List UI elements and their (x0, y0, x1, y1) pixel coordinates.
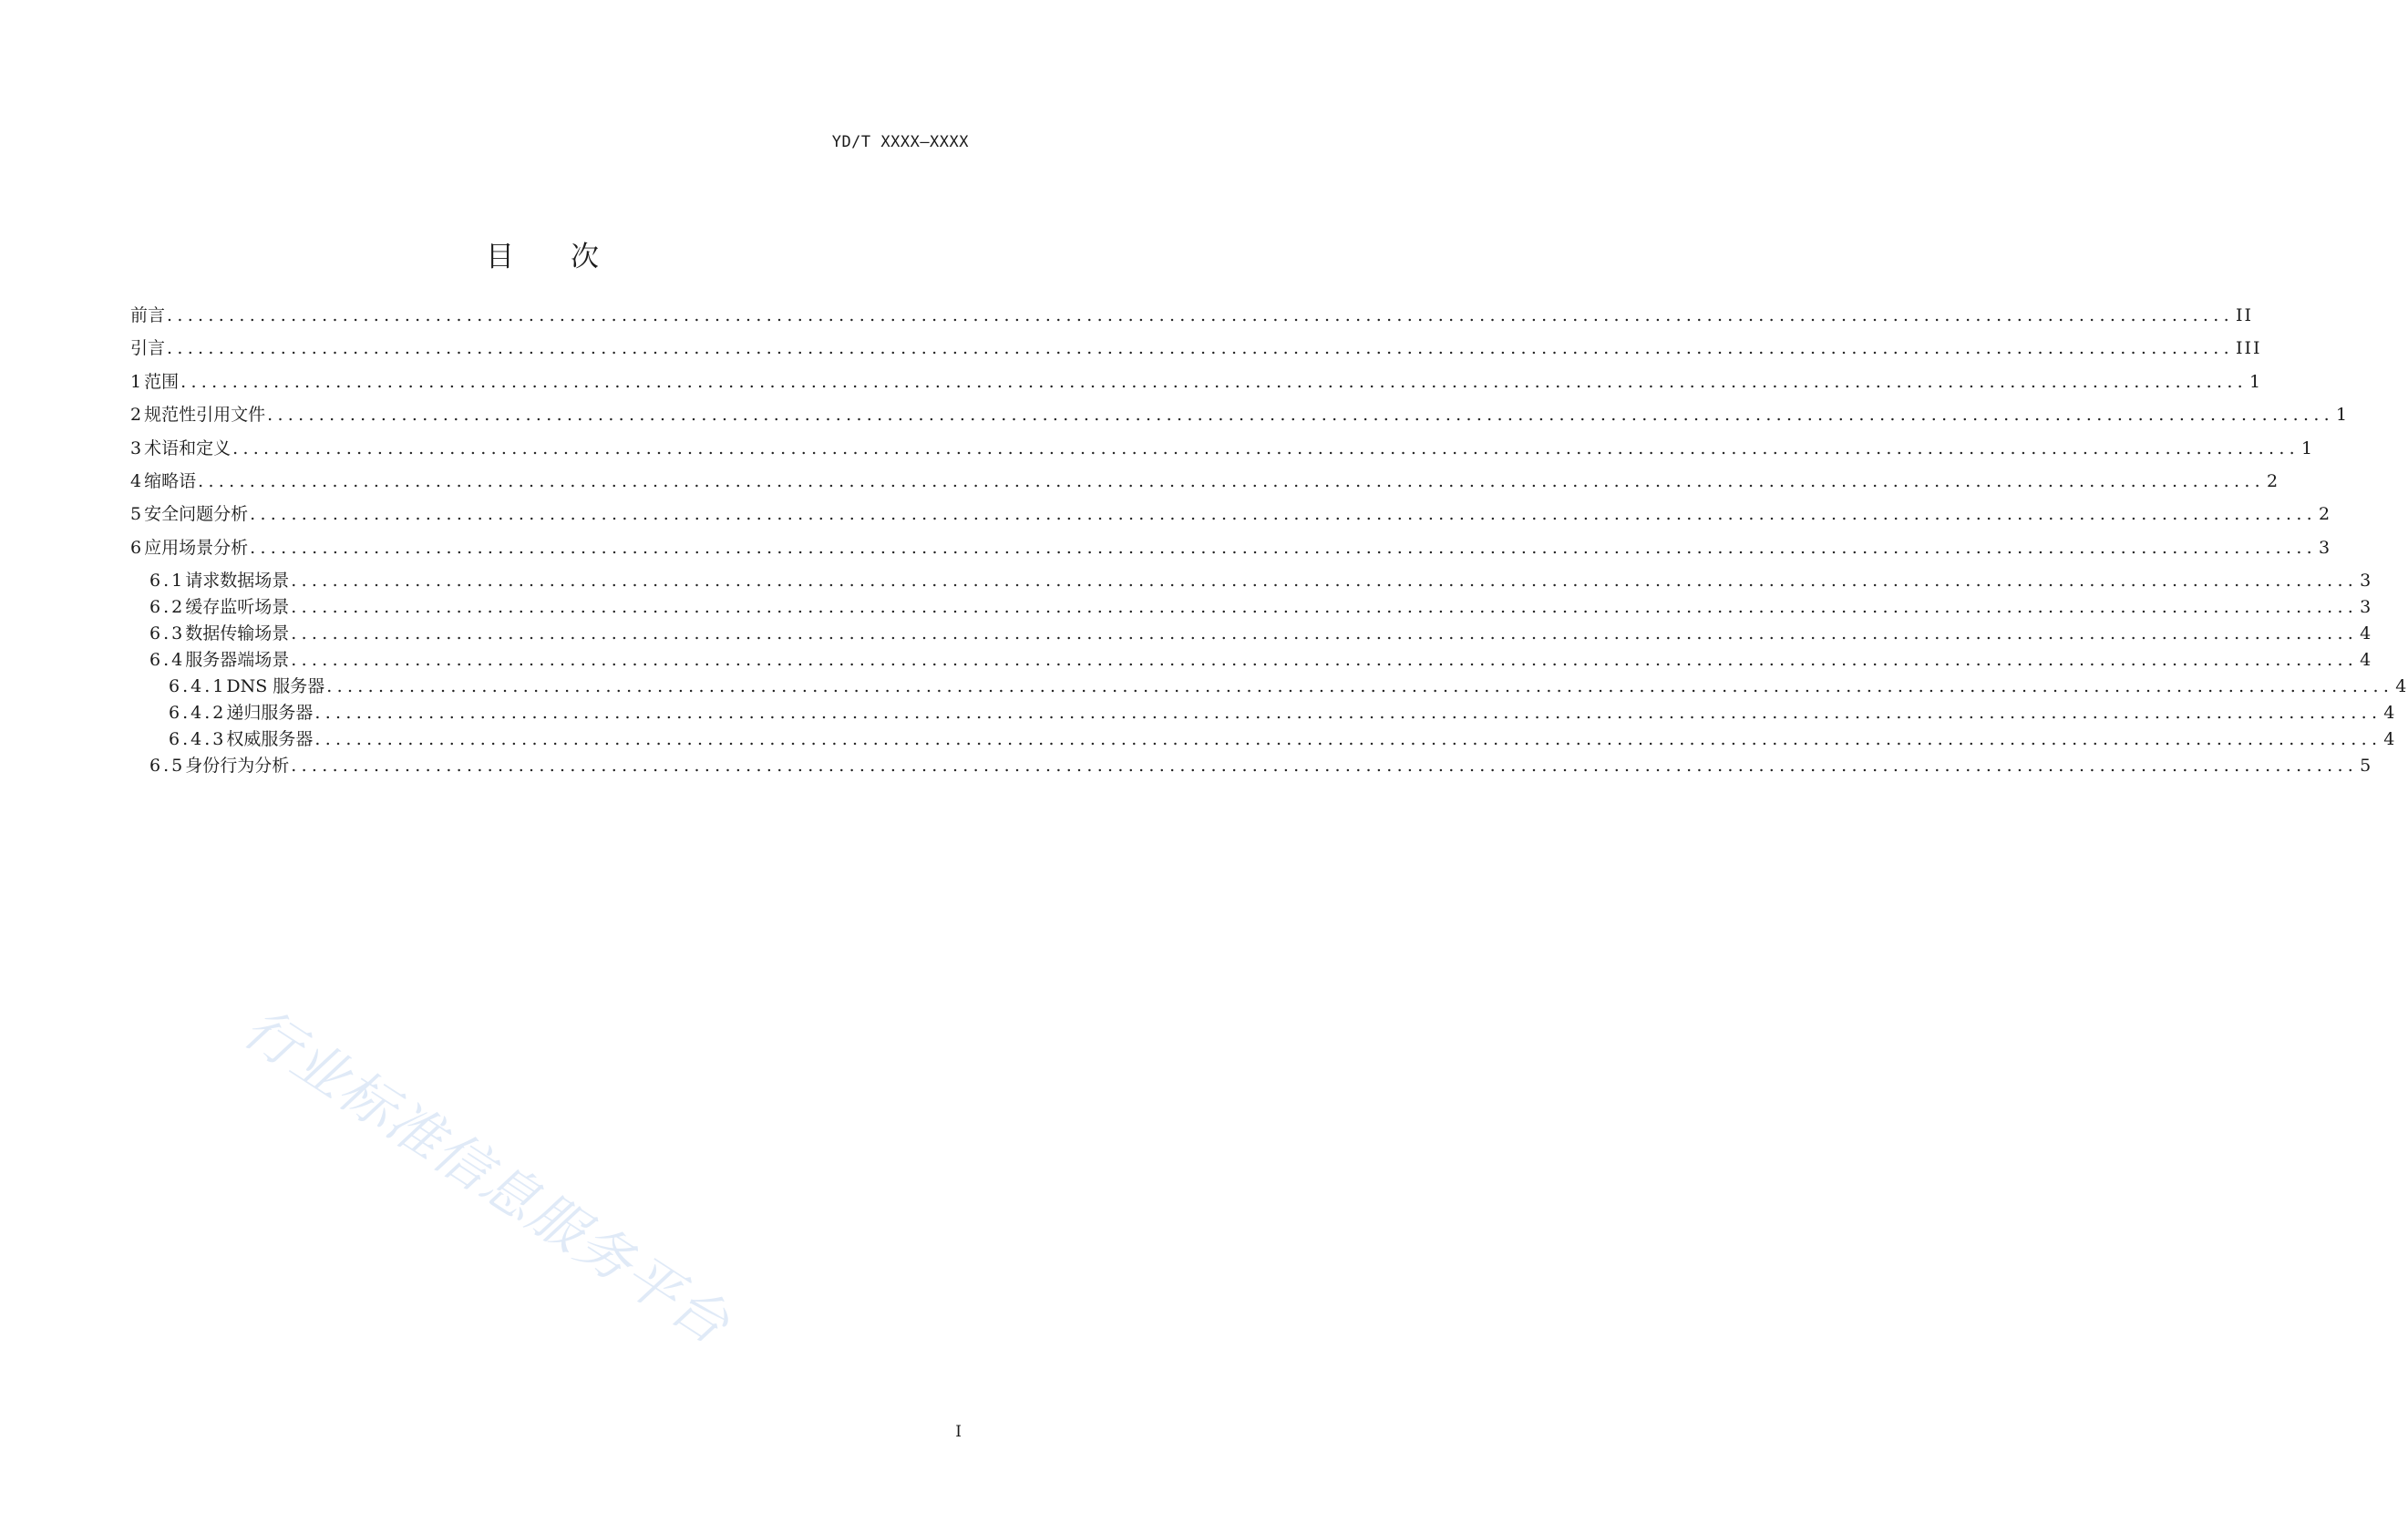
toc-entry-label: 应用场景分析 (144, 538, 249, 558)
toc-entry-recursive-server[interactable] (169, 702, 2397, 724)
toc-entry-label: 数据传输场景 (185, 623, 290, 643)
toc-entry-label: 权威服务器 (226, 729, 314, 749)
toc-entry-number: 6.4.1 (169, 676, 227, 696)
toc-leader: ........................................................................................................................................................................................................ (250, 504, 2318, 524)
toc-entry-page: 4 (2395, 676, 2408, 696)
toc-entry-terms-definitions[interactable] (130, 438, 2315, 459)
toc-entry-label: 请求数据场景 (185, 571, 290, 591)
toc-entry-page: III (2235, 338, 2262, 358)
page-number: I (955, 1423, 962, 1441)
toc-entry-page: 4 (2383, 729, 2397, 749)
toc-entry-label: 规范性引用文件 (144, 405, 266, 425)
toc-entry-number: 6.3 (149, 623, 186, 643)
toc-entry-label: 身份行为分析 (185, 756, 290, 776)
toc-leader: ........................................................................................................................................................................................................ (250, 538, 2318, 558)
toc-leader: ........................................................................................................................................................................................................ (267, 405, 2335, 425)
toc-entry-security-analysis[interactable] (130, 503, 2332, 525)
doc-code: YD/T XXXX—XXXX (831, 133, 969, 151)
toc-leader: ........................................................................................................................................................................................................ (291, 571, 2359, 591)
toc-entry-number: 2 (130, 405, 145, 425)
toc-entry-number: 6.5 (149, 756, 186, 776)
toc-entry-label: 引言 (130, 338, 166, 358)
toc-entry-label: DNS 服务器 (226, 676, 325, 696)
toc-entry-number: 5 (130, 504, 145, 524)
toc-leader: ........................................................................................................................................................................................................ (291, 650, 2359, 670)
toc-entry-number: 6.4 (149, 650, 186, 670)
toc-leader: ........................................................................................................................................................................................................ (314, 703, 2382, 723)
toc-entry-page: 3 (2319, 538, 2332, 558)
toc-entry-label: 缓存监听场景 (185, 597, 290, 617)
toc-entry-label: 范围 (144, 372, 180, 392)
toc-entry-page: 1 (2336, 405, 2350, 425)
toc-entry-data-transmission[interactable] (149, 623, 2373, 644)
toc-entry-scope[interactable] (130, 371, 2263, 393)
toc-leader: ........................................................................................................................................................................................................ (326, 676, 2394, 696)
toc-entry-number: 3 (130, 438, 145, 458)
toc-leader: ........................................................................................................................................................................................................ (291, 597, 2359, 617)
toc-entry-request-data[interactable] (149, 570, 2373, 592)
toc-entry-page: 2 (2267, 471, 2280, 491)
toc-entry-label: 服务器端场景 (185, 650, 290, 670)
toc-entry-number: 4 (130, 471, 145, 491)
watermark: 行业标准信息服务平台 (232, 995, 741, 1358)
toc-entry-number: 1 (130, 372, 145, 392)
toc-leader: ........................................................................................................................................................................................................ (314, 729, 2382, 749)
toc-entry-foreword[interactable] (130, 304, 2253, 326)
toc-leader: ........................................................................................................................................................................................................ (167, 305, 2234, 325)
toc-entry-label: 缩略语 (144, 471, 197, 491)
toc-entry-dns-server[interactable] (169, 675, 2408, 697)
toc-entry-page: 2 (2319, 504, 2332, 524)
toc-entry-label: 递归服务器 (226, 703, 314, 723)
toc-entry-page: 1 (2249, 372, 2263, 392)
toc-entry-label: 术语和定义 (144, 438, 232, 458)
toc-entry-server-side[interactable] (149, 649, 2373, 671)
toc-leader: ........................................................................................................................................................................................................ (291, 623, 2359, 643)
toc-entry-number: 6 (130, 538, 145, 558)
toc-entry-abbreviations[interactable] (130, 470, 2280, 492)
toc-entry-label: 安全问题分析 (144, 504, 249, 524)
toc-entry-number: 6.1 (149, 571, 186, 591)
toc-entry-number: 6.4.2 (169, 703, 227, 723)
toc-leader: ........................................................................................................................................................................................................ (180, 372, 2248, 392)
toc-title-part2: 次 (571, 241, 599, 273)
toc-entry-page: 5 (2360, 756, 2373, 776)
toc-leader: ........................................................................................................................................................................................................ (291, 756, 2359, 776)
toc-leader: ........................................................................................................................................................................................................ (232, 438, 2300, 458)
toc-entry-cache-snooping[interactable] (149, 596, 2373, 618)
toc-entry-page: 3 (2360, 597, 2373, 617)
toc-entry-page: 4 (2383, 703, 2397, 723)
toc-entry-normative-references[interactable] (130, 404, 2350, 426)
toc-entry-page: 4 (2360, 650, 2373, 670)
toc-title (0, 239, 1085, 275)
toc-leader: ........................................................................................................................................................................................................ (167, 338, 2234, 358)
toc-entry-authoritative-server[interactable] (169, 728, 2397, 750)
toc-leader: ........................................................................................................................................................................................................ (198, 471, 2266, 491)
toc-entry-identity-behavior[interactable] (149, 755, 2373, 777)
toc-entry-page: 3 (2360, 571, 2373, 591)
toc-entry-introduction[interactable] (130, 337, 2262, 359)
toc-entry-page: 1 (2301, 438, 2315, 458)
toc-entry-number: 6.4.3 (169, 729, 227, 749)
toc-title-part1: 目 (486, 241, 514, 273)
toc-entry-scenario-analysis[interactable] (130, 537, 2332, 559)
toc-entry-page: II (2235, 305, 2253, 325)
toc-entry-page: 4 (2360, 623, 2373, 643)
toc-entry-label: 前言 (130, 305, 166, 325)
toc-entry-number: 6.2 (149, 597, 186, 617)
